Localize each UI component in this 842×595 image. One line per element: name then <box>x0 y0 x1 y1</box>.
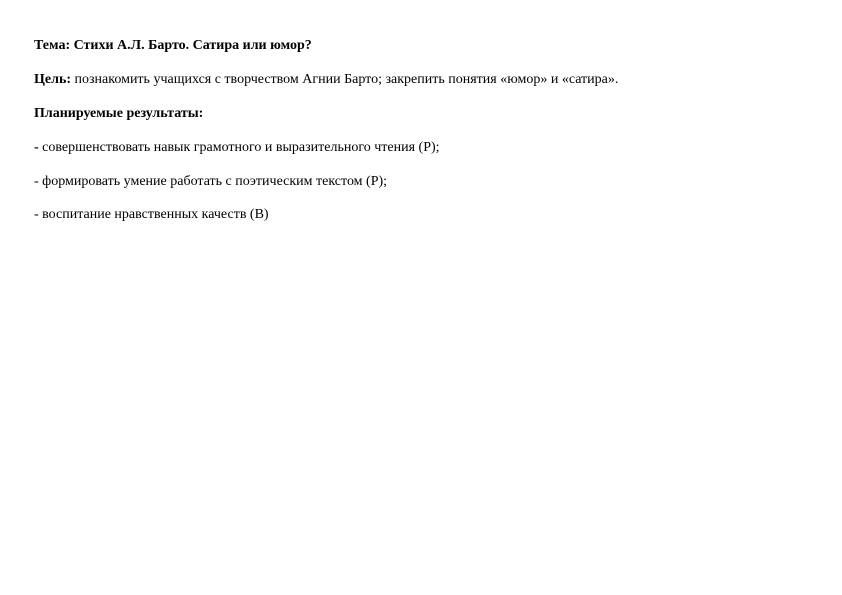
list-item <box>34 174 387 190</box>
topic-text: Стихи А.Л. Барто. Сатира или юмор? <box>73 38 312 53</box>
list-item-text: воспитание нравственных качеств (В) <box>42 207 269 222</box>
list-item <box>34 140 440 156</box>
list-bullet: - <box>34 140 39 155</box>
list-item <box>34 207 269 223</box>
topic-label: Тема: <box>34 38 71 53</box>
list-bullet: - <box>34 207 39 222</box>
list-bullet: - <box>34 174 39 189</box>
list-item-text: формировать умение работать с поэтическим текстом (Р); <box>42 174 388 189</box>
goal-text: познакомить учащихся с творчеством Агнии Барто; закрепить понятия «юмор» и «сатира». <box>74 72 619 87</box>
topic-line <box>34 38 312 54</box>
goal-line <box>34 72 618 88</box>
list-item-text: совершенствовать навык грамотного и выразительного чтения (Р); <box>42 140 440 155</box>
planned-results-heading: Планируемые результаты: <box>34 106 204 121</box>
goal-label: Цель: <box>34 72 72 87</box>
